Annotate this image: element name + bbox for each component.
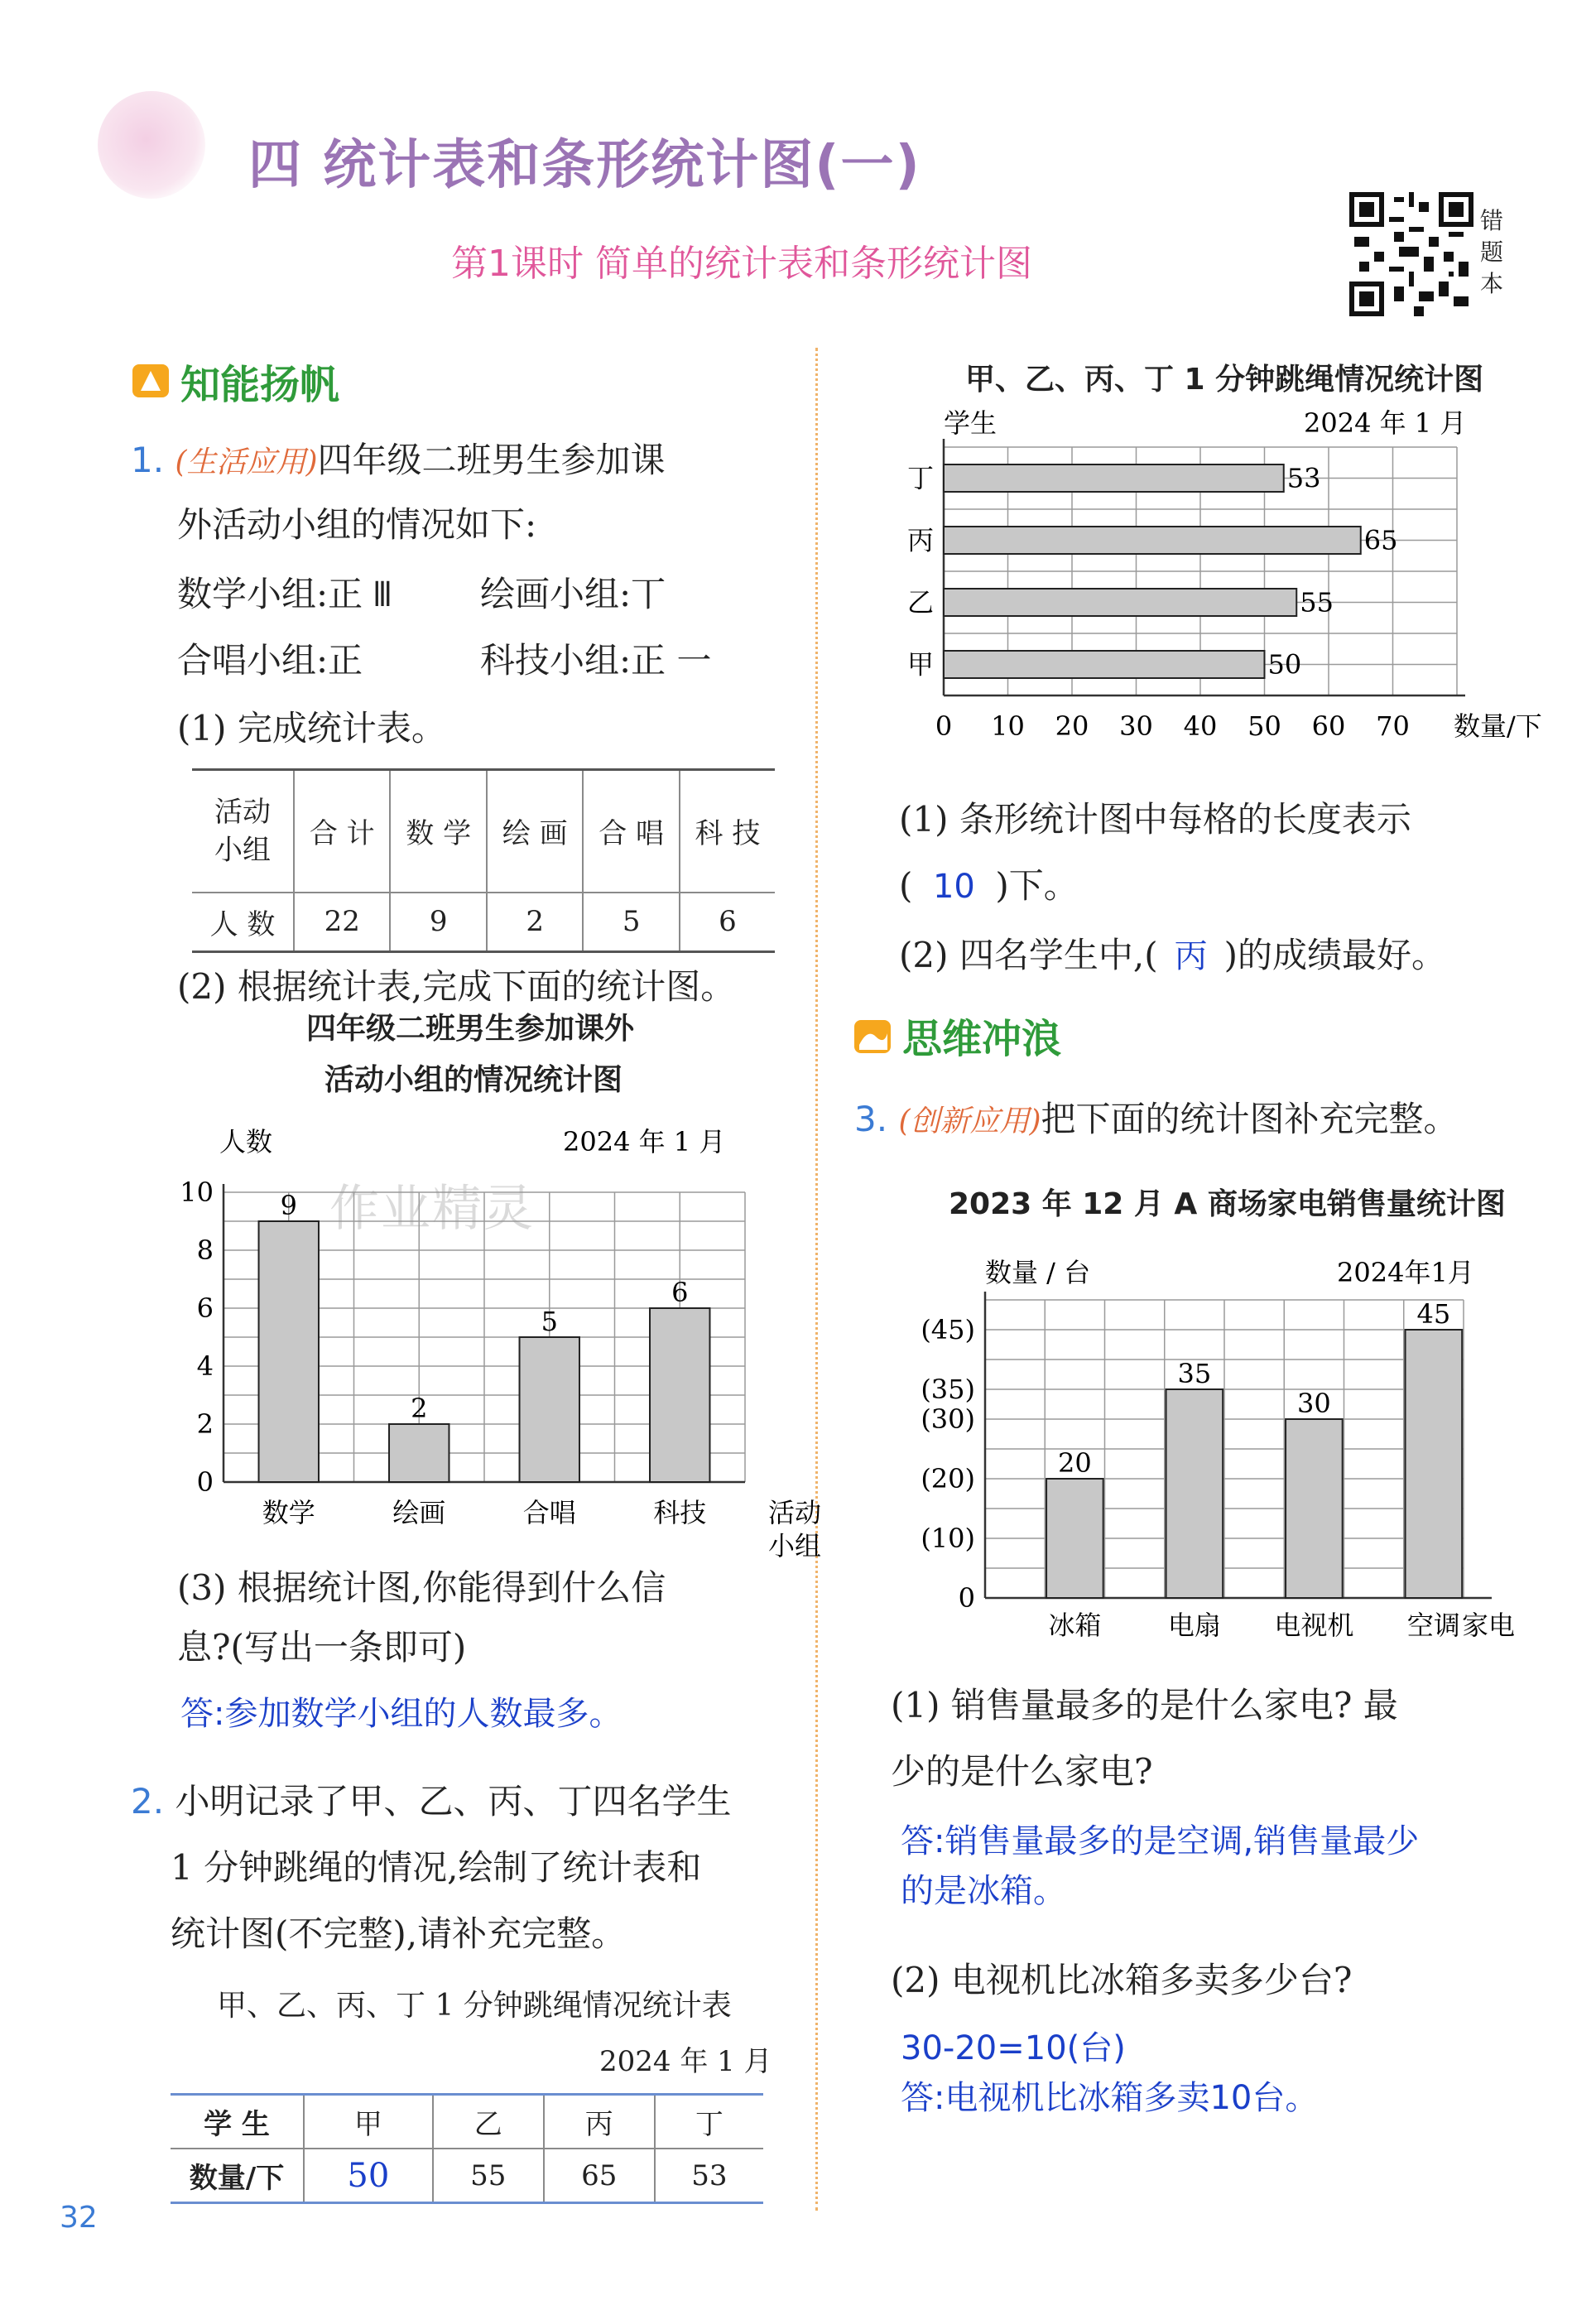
x-axis-label: 活动 [767, 1497, 822, 1528]
table-header-cell: 绘 画 [487, 770, 583, 893]
question-number: 2. [131, 1781, 165, 1822]
y-axis-label: 数量 / 台 [985, 1257, 1091, 1288]
chart-date: 2024年1月 [1337, 1257, 1474, 1288]
y-tick-label: 丙 [906, 524, 934, 556]
question-3-line [854, 1095, 1459, 1147]
tally-tech: 科技小组:正 一 [480, 640, 712, 681]
mistake-book-label[interactable] [1480, 205, 1505, 300]
x-tick-label: 冰箱 [1048, 1610, 1102, 1641]
section-wave-icon [853, 1017, 892, 1056]
table-row-head: 数量/下 [171, 2149, 304, 2203]
data-label: 65 [1363, 524, 1398, 556]
x-tick-label: 科技 [653, 1497, 707, 1528]
bar [944, 464, 1284, 492]
bar [1286, 1419, 1343, 1598]
question-1-sub-3-line-1: (3) 根据统计图,你能得到什么信 [177, 1567, 666, 1608]
bar [259, 1221, 319, 1482]
question-text: )的成绩最好。 [1223, 935, 1446, 975]
y-tick-label: 6 [196, 1292, 214, 1324]
x-axis-label: 小组 [767, 1530, 822, 1562]
y-tick-label: 8 [196, 1234, 214, 1266]
qr-label-char: 错 [1480, 207, 1504, 234]
table-cell: 22 [294, 893, 390, 952]
y-tick-label: (45) [921, 1314, 975, 1345]
paren-open: ( [899, 865, 913, 906]
y-axis-label: 人数 [219, 1126, 273, 1157]
y-tick-label: 0 [958, 1582, 975, 1614]
answer-3-1-line-2: 的是冰箱。 [901, 1872, 1066, 1910]
tally-math: 数学小组:正 𝍫 [177, 574, 392, 614]
tally-chorus: 合唱小组:正 [177, 640, 363, 681]
x-axis-label: 家电 [1461, 1610, 1516, 1641]
qr-code-icon[interactable] [1349, 192, 1473, 316]
y-axis-label: 学生 [944, 407, 997, 439]
table-cell: 5 [583, 893, 679, 952]
jump-table-title: 甲、乙、丙、丁 1 分钟跳绳情况统计表 [217, 1989, 732, 2023]
y-tick-label: 乙 [906, 586, 934, 618]
data-label: 45 [1416, 1298, 1451, 1330]
page-number: 32 [60, 2201, 98, 2235]
question-1-line-1 [131, 436, 666, 488]
y-tick-label: 0 [196, 1466, 214, 1498]
tally-drawing: 绘画小组:丅 [480, 574, 666, 614]
x-tick-label: 60 [1311, 710, 1346, 742]
question-2-line-2: 1 分钟跳绳的情况,绘制了统计表和 [171, 1847, 702, 1888]
y-tick-label: (10) [921, 1523, 975, 1554]
data-label: 5 [541, 1306, 558, 1337]
y-tick-label: 4 [196, 1350, 214, 1382]
x-tick-label: 20 [1055, 710, 1089, 742]
y-tick-label: 甲 [906, 648, 934, 681]
x-tick-label: 电扇 [1167, 1610, 1221, 1641]
y-tick-label: 丁 [906, 462, 934, 494]
x-tick-label: 50 [1247, 710, 1281, 742]
question-1-line-2: 外活动小组的情况如下: [177, 504, 537, 545]
question-2-line-1 [131, 1777, 731, 1826]
chart-date: 2024 年 1 月 [1304, 407, 1467, 439]
y-tick-label: 2 [196, 1408, 214, 1440]
section-title-thinking: 思维冲浪 [902, 1016, 1062, 1062]
x-tick-label: 绘画 [392, 1497, 446, 1528]
chart-date: 2024 年 1 月 [563, 1126, 726, 1157]
question-3-sub-1-line-1: (1) 销售量最多的是什么家电? 最 [891, 1685, 1398, 1725]
table-cell: 6 [680, 893, 775, 952]
section-title-knowledge: 知能扬帆 [180, 362, 340, 408]
table-cell: 65 [544, 2149, 655, 2203]
header-decoration [98, 91, 205, 199]
question-1-sub-3-line-2: 息?(写出一条即可) [177, 1627, 467, 1668]
answer-2-2: 丙 [1174, 937, 1208, 975]
data-label: 20 [1058, 1447, 1092, 1479]
data-label: 30 [1297, 1388, 1331, 1419]
jump-rope-table [171, 2093, 763, 2204]
qr-label-char: 本 [1480, 270, 1504, 297]
watermark: 作业精灵 [329, 1180, 535, 1238]
chart-appliance-sales [902, 1225, 1565, 1664]
data-label: 35 [1177, 1358, 1212, 1389]
lesson-title: 第1课时 简单的统计表和条形统计图 [451, 243, 1032, 285]
data-label: 53 [1286, 462, 1321, 494]
data-label: 6 [671, 1277, 689, 1308]
data-label: 50 [1267, 648, 1302, 681]
x-tick-label: 空调 [1406, 1610, 1460, 1641]
chart1-title-line-2: 活动小组的情况统计图 [324, 1063, 623, 1097]
table-header-cell: 丁 [655, 2095, 763, 2149]
table-cell: 9 [390, 893, 486, 952]
x-tick-label: 70 [1376, 710, 1410, 742]
x-tick-label: 数学 [262, 1497, 315, 1528]
table-header-cell: 甲 [304, 2095, 433, 2149]
table-cell: 2 [487, 893, 583, 952]
bar [1046, 1479, 1103, 1598]
section-flag-icon [131, 361, 171, 401]
table-header-cell: 数 学 [390, 770, 486, 893]
bar [1166, 1389, 1223, 1598]
qr-label-char: 题 [1480, 238, 1504, 266]
table-head-text: 活动 [214, 795, 271, 829]
x-axis-label: 数量/下 [1454, 710, 1542, 742]
answer-3-2-line-1: 30-20=10(台) [901, 2029, 1126, 2067]
x-tick-label: 0 [935, 710, 953, 742]
data-label: 55 [1300, 586, 1334, 618]
answer-3-2-line-2: 答:电视机比冰箱多卖10台。 [901, 2079, 1319, 2117]
jump-table-date: 2024 年 1 月 [599, 2045, 772, 2078]
question-number: 3. [854, 1099, 888, 1139]
x-tick-label: 40 [1183, 710, 1218, 742]
table-header-cell: 科 技 [680, 770, 775, 893]
table-row-head: 学 生 [171, 2095, 304, 2149]
table-head-text: 小组 [214, 833, 271, 867]
table-header-cell: 合 计 [294, 770, 390, 893]
question-tag: (创新应用) [898, 1104, 1041, 1138]
x-tick-label: 合唱 [522, 1497, 576, 1528]
x-tick-label: 30 [1119, 710, 1153, 742]
answer-2-1: 10 [932, 868, 975, 906]
bar [944, 589, 1296, 616]
bar [944, 527, 1361, 554]
chart-jump-rope [894, 397, 1548, 762]
x-tick-label: 10 [991, 710, 1025, 742]
question-3-sub-2: (2) 电视机比冰箱多卖多少台? [891, 1960, 1353, 2000]
table-header-cell: 丙 [544, 2095, 655, 2149]
table-cell-answer: 50 [304, 2149, 433, 2203]
data-label: 2 [411, 1393, 428, 1424]
bar [520, 1337, 579, 1482]
bar [944, 651, 1265, 678]
answer-3-1-line-1: 答:销售量最多的是空调,销售量最少 [901, 1822, 1420, 1860]
table-header-cell: 乙 [433, 2095, 544, 2149]
chart3-title: 2023 年 12 月 A 商场家电销售量统计图 [949, 1187, 1506, 1221]
question-1-sub-1: (1) 完成统计表。 [177, 708, 446, 748]
question-text: (2) 四名学生中,( [899, 935, 1158, 975]
table-cell: 53 [655, 2149, 763, 2203]
question-text: 小明记录了甲、乙、丙、丁四名学生 [175, 1781, 732, 1822]
answer-1-3: 答:参加数学小组的人数最多。 [180, 1695, 623, 1733]
activity-table [192, 768, 775, 953]
question-tag: (生活应用) [175, 445, 318, 479]
question-2-line-3: 统计图(不完整),请补充完整。 [171, 1913, 627, 1954]
bar [650, 1308, 709, 1482]
column-divider [815, 348, 818, 2211]
question-number: 1. [131, 440, 165, 480]
table-header-cell: 合 唱 [583, 770, 679, 893]
question-1-sub-2: (2) 根据统计表,完成下面的统计图。 [177, 966, 736, 1007]
question-text: 把下面的统计图补充完整。 [1041, 1099, 1459, 1139]
y-tick-label: (20) [921, 1463, 975, 1494]
question-2-sub-2 [899, 931, 1446, 981]
table-cell: 55 [433, 2149, 544, 2203]
data-label: 9 [280, 1190, 297, 1221]
chart1-title-line-1: 四年级二班男生参加课外 [306, 1012, 635, 1046]
question-text: 四年级二班男生参加课 [317, 440, 666, 480]
question-2-sub-1-line-1: (1) 条形统计图中每格的长度表示 [899, 799, 1411, 840]
y-tick-label: (35) [921, 1374, 975, 1405]
question-2-sub-1-line-2 [899, 861, 1079, 912]
y-tick-label: (30) [921, 1403, 975, 1435]
bar [389, 1424, 449, 1482]
unit-title: 四 统计表和条形统计图(一) [248, 135, 921, 196]
paren-close: )下。 [995, 865, 1079, 906]
y-tick-label: 10 [180, 1177, 214, 1208]
question-3-sub-1-line-2: 少的是什么家电? [891, 1751, 1153, 1792]
table-row-head [192, 770, 294, 893]
table-row-head: 人 数 [192, 893, 294, 952]
chart2-title: 甲、乙、丙、丁 1 分钟跳绳情况统计图 [965, 363, 1484, 397]
x-tick-label: 电视机 [1274, 1610, 1354, 1641]
bar [1406, 1330, 1463, 1598]
